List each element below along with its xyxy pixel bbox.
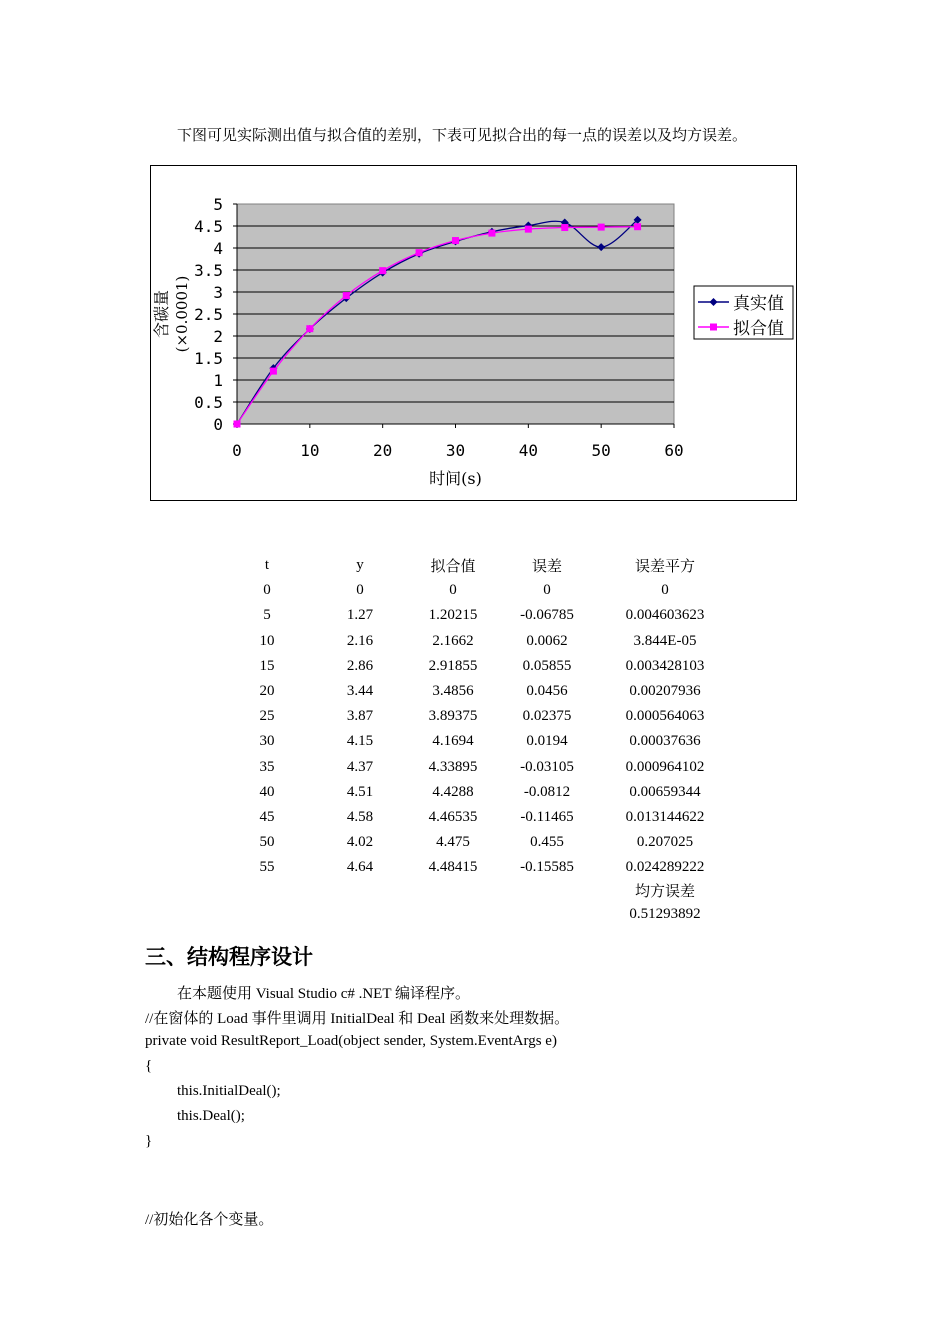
x-tick-label: 60 <box>664 441 684 460</box>
table-cell: 40 <box>259 783 275 800</box>
y-tick-label: 2 <box>213 327 223 346</box>
table-row <box>220 704 736 729</box>
table-header-cell: 拟合值 <box>430 559 476 576</box>
table-header-row <box>220 553 736 578</box>
table-row <box>220 654 736 679</box>
legend-label: 拟合值 <box>733 319 784 339</box>
table-cell: -0.06785 <box>520 607 574 624</box>
table-cell: 3.844E-05 <box>633 632 697 649</box>
code-call-deal: this.Deal(); <box>177 1108 245 1124</box>
y-axis-unit: (×0.0001) <box>173 275 191 353</box>
table-row <box>220 729 736 754</box>
y-tick-label: 1.5 <box>194 349 223 368</box>
table-cell: 0.455 <box>530 834 564 851</box>
table-cell: 0.003428103 <box>625 657 705 674</box>
table-cell: 4.33895 <box>428 758 478 775</box>
table-cell: 55 <box>259 859 275 876</box>
y-tick-label: 0 <box>213 415 223 434</box>
table-cell: 3.4856 <box>432 683 474 700</box>
y-tick-label: 3.5 <box>194 261 223 280</box>
table-cell: 30 <box>259 733 275 750</box>
table-header-cell: t <box>264 557 270 574</box>
table-row <box>220 755 736 780</box>
table-cell: 0.207025 <box>636 834 694 851</box>
code-comment-load: //在窗体的 Load 事件里调用 InitialDeal 和 Deal 函数来处理数据。 <box>145 1011 570 1027</box>
table-cell: -0.11465 <box>520 808 574 825</box>
table-cell: 0 <box>356 582 364 599</box>
x-tick-label: 10 <box>300 441 320 460</box>
table-cell: 5 <box>263 607 271 624</box>
table-cell: 15 <box>259 657 275 674</box>
data-point-fit <box>452 237 459 244</box>
table-header-cell: 误差 <box>531 559 562 576</box>
y-tick-label: 4 <box>213 239 223 258</box>
code-close-brace: } <box>145 1133 153 1149</box>
table-row <box>220 855 736 880</box>
y-tick-label: 4.5 <box>194 217 223 236</box>
table-row <box>220 679 736 704</box>
data-point-fit <box>634 223 641 230</box>
table-row <box>220 805 736 830</box>
table-cell: 3.44 <box>346 683 374 700</box>
table-cell: 4.46535 <box>428 808 478 825</box>
table-cell: 2.86 <box>346 657 374 674</box>
x-tick-label: 30 <box>445 441 466 460</box>
table-cell: 0.00037636 <box>629 733 701 750</box>
data-point-fit <box>598 224 605 231</box>
y-tick-label: 0.5 <box>194 393 223 412</box>
table-header-cell: y <box>356 557 364 574</box>
table-cell: 1.27 <box>346 607 374 624</box>
section-heading: 三、结构程序设计 <box>145 945 313 969</box>
table-cell: 45 <box>259 808 275 825</box>
table-row <box>220 629 736 654</box>
table-cell: 0.0456 <box>526 683 568 700</box>
table-cell: 2.91855 <box>428 657 478 674</box>
table-cell: 4.58 <box>346 808 374 825</box>
data-point-fit <box>525 226 532 233</box>
table-cell: -0.0812 <box>523 783 571 800</box>
table-cell: 25 <box>259 708 275 725</box>
table-cell: 4.1694 <box>432 733 474 750</box>
x-tick-label: 0 <box>232 441 242 460</box>
data-point-fit <box>270 368 277 375</box>
intro-paragraph: 下图可见实际测出值与拟合值的差别，下表可见拟合出的每一点的误差以及均方误差。 <box>177 126 748 144</box>
mse-value: 0.51293892 <box>629 906 701 922</box>
table-cell: 20 <box>259 683 275 700</box>
data-point-fit <box>416 249 423 256</box>
table-row <box>220 830 736 855</box>
x-axis-title: 时间(s) <box>429 469 482 488</box>
x-tick-label: 50 <box>591 441 611 460</box>
code-call-initialdeal: this.InitialDeal(); <box>177 1083 281 1099</box>
table-cell: 4.02 <box>346 834 374 851</box>
data-point-fit <box>234 421 241 428</box>
table-cell: 4.4288 <box>432 783 474 800</box>
table-cell: 4.48415 <box>428 859 478 876</box>
table-row <box>220 603 736 628</box>
code-open-brace: { <box>145 1058 153 1074</box>
table-cell: 0.000564063 <box>625 708 705 725</box>
table-cell: 3.89375 <box>428 708 478 725</box>
table-cell: 0 <box>543 582 551 599</box>
table-header-cell: 误差平方 <box>634 559 695 576</box>
table-cell: 35 <box>259 758 275 775</box>
y-tick-label: 2.5 <box>194 305 223 324</box>
y-tick-label: 5 <box>213 195 223 214</box>
data-point-fit <box>488 230 495 237</box>
table-cell: 0.00659344 <box>629 783 701 800</box>
table-cell: 3.87 <box>346 708 374 725</box>
table-cell: 0.00207936 <box>629 683 701 700</box>
line-chart <box>151 166 796 500</box>
table-cell: 0.000964102 <box>625 758 705 775</box>
table-cell: 0 <box>263 582 271 599</box>
table-row <box>220 578 736 603</box>
table-cell: 0.0062 <box>526 632 568 649</box>
data-point-fit <box>306 325 313 332</box>
code-comment-init: //初始化各个变量。 <box>145 1212 274 1228</box>
table-cell: 0 <box>661 582 669 599</box>
legend-label: 真实值 <box>733 294 784 314</box>
table-cell: 0.024289222 <box>625 859 705 876</box>
data-point-fit <box>343 292 350 299</box>
table-cell: 4.37 <box>346 758 374 775</box>
x-tick-label: 40 <box>518 441 538 460</box>
legend-marker-fit <box>710 324 717 331</box>
code-method-signature: private void ResultReport_Load(object sender, System.EventArgs e) <box>145 1033 557 1049</box>
table-cell: -0.03105 <box>520 758 574 775</box>
y-tick-label: 1 <box>213 371 223 390</box>
table-row <box>220 780 736 805</box>
y-tick-label: 3 <box>213 283 223 302</box>
y-axis-title: 含碳量 <box>152 289 171 339</box>
table-cell: 10 <box>259 632 275 649</box>
table-cell: -0.15585 <box>520 859 574 876</box>
table-cell: 4.475 <box>436 834 470 851</box>
table-cell: 2.1662 <box>432 632 474 649</box>
error-table <box>220 553 736 880</box>
table-cell: 0.004603623 <box>625 607 705 624</box>
table-cell: 0.05855 <box>522 657 572 674</box>
table-cell: 0.0194 <box>526 733 568 750</box>
table-cell: 0 <box>449 582 457 599</box>
data-point-fit <box>379 267 386 274</box>
table-cell: 50 <box>259 834 275 851</box>
table-cell: 4.64 <box>346 859 374 876</box>
body-line-1: 在本题使用 Visual Studio c# .NET 编译程序。 <box>177 986 470 1002</box>
mse-label: 均方误差 <box>634 882 695 900</box>
table-cell: 4.15 <box>346 733 374 750</box>
chart-container <box>150 165 797 501</box>
table-cell: 0.013144622 <box>625 808 705 825</box>
data-point-fit <box>561 224 568 231</box>
table-cell: 1.20215 <box>428 607 478 624</box>
table-cell: 4.51 <box>346 783 374 800</box>
x-tick-label: 20 <box>373 441 393 460</box>
table-cell: 2.16 <box>346 632 374 649</box>
table-cell: 0.02375 <box>522 708 572 725</box>
